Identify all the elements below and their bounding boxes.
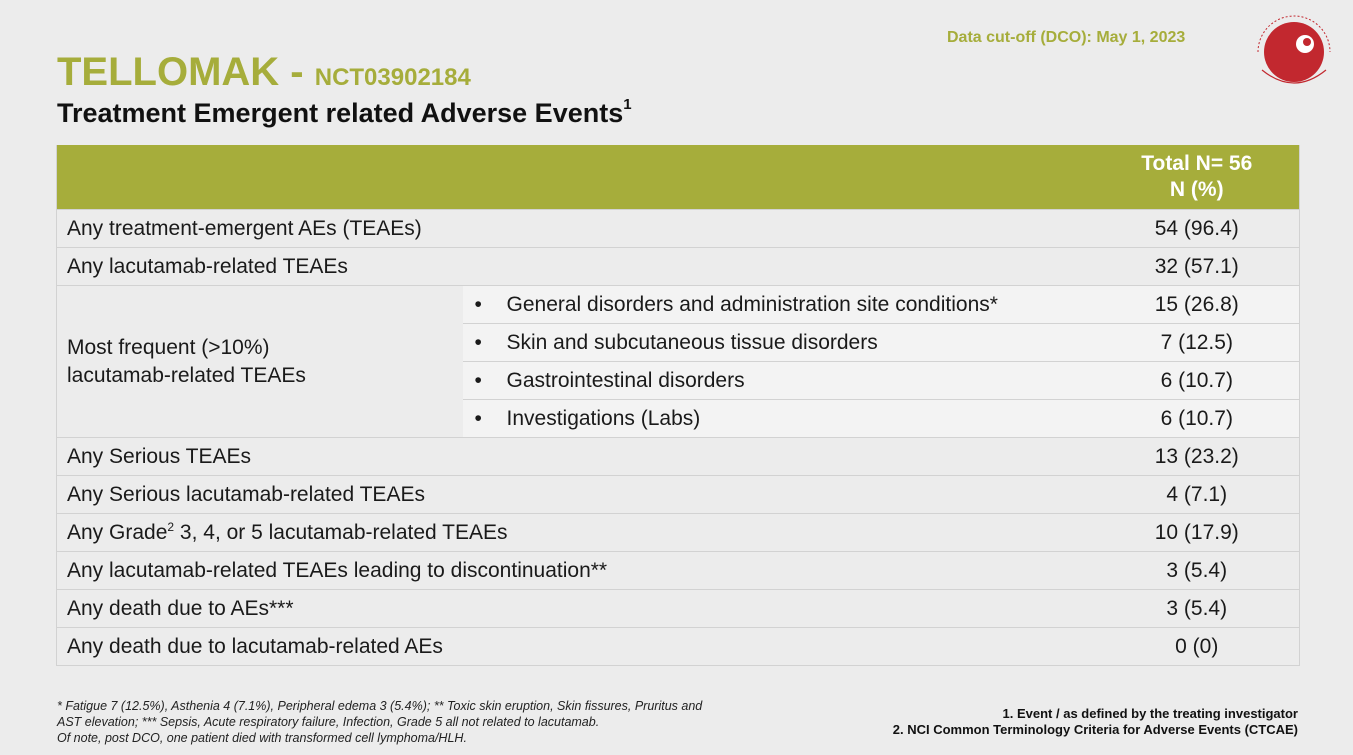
table-row (57, 590, 1300, 628)
header-empty-cell (57, 145, 1095, 210)
header-total-line2: N (%) (1169, 178, 1224, 201)
adverse-events-table (56, 145, 1300, 666)
grade-label-b: 3, 4, or 5 lacutamab-related TEAEs (174, 520, 508, 544)
subrow-text: Investigations (Labs) (506, 406, 701, 430)
row-label: Any Serious lacutamab-related TEAEs (57, 476, 1095, 514)
subrow-text: Skin and subcutaneous tissue disorders (506, 330, 878, 354)
reference-1: 1. Event / as defined by the treating investigator (1002, 706, 1298, 721)
table-row (57, 552, 1300, 590)
header-total-line1: Total N= 56 (1141, 152, 1253, 175)
footnote-line: * Fatigue 7 (12.5%), Asthenia 4 (7.1%), Peripheral edema 3 (5.4%); ** Toxic skin eruption, Skin fissures, Pruritus and (57, 699, 703, 713)
row-label (57, 514, 1095, 552)
table-row (57, 476, 1300, 514)
subrow-text: General disorders and administration site conditions* (506, 292, 998, 316)
footnote-line: Of note, post DCO, one patient died with transformed cell lymphoma/HLH. (57, 731, 467, 745)
trial-name: TELLOMAK - (57, 50, 315, 94)
trial-id: NCT03902184 (314, 64, 471, 91)
frequent-aes-label (57, 286, 463, 438)
row-value: 0 (0) (1095, 628, 1300, 666)
subtitle-footnote-mark: 1 (623, 96, 632, 113)
table-row (57, 514, 1300, 552)
header-total-cell (1095, 145, 1300, 210)
row-value: 15 (26.8) (1095, 286, 1300, 324)
table-row (57, 438, 1300, 476)
row-value: 13 (23.2) (1095, 438, 1300, 476)
row-label: Any death due to lacutamab-related AEs (57, 628, 1095, 666)
row-value: 32 (57.1) (1095, 248, 1300, 286)
bullet: • (474, 406, 482, 430)
subrow-label (463, 286, 1095, 324)
page-subtitle (57, 98, 632, 129)
row-value: 3 (5.4) (1095, 552, 1300, 590)
frequent-label-line1: Most frequent (>10%) (67, 335, 270, 359)
data-cutoff-label: Data cut-off (DCO): May 1, 2023 (947, 29, 1186, 46)
table-row (57, 210, 1300, 248)
row-label: Any lacutamab-related TEAEs (57, 248, 1095, 286)
footnotes-right (893, 706, 1298, 738)
row-value: 54 (96.4) (1095, 210, 1300, 248)
table-row (57, 286, 1300, 324)
row-label: Any lacutamab-related TEAEs leading to discontinuation** (57, 552, 1095, 590)
row-value: 6 (10.7) (1095, 400, 1300, 438)
subrow-label (463, 400, 1095, 438)
subrow-label (463, 362, 1095, 400)
row-value: 6 (10.7) (1095, 362, 1300, 400)
grade-footnote-mark: 2 (167, 519, 175, 534)
bullet: • (474, 368, 482, 392)
footnote-line: AST elevation; *** Sepsis, Acute respiratory failure, Infection, Grade 5 all not related to lacutamab. (57, 715, 600, 729)
bullet: • (474, 330, 482, 354)
row-value: 3 (5.4) (1095, 590, 1300, 628)
page-title (57, 50, 471, 95)
subrow-text: Gastrointestinal disorders (506, 368, 745, 392)
row-label: Any treatment-emergent AEs (TEAEs) (57, 210, 1095, 248)
subtitle-text: Treatment Emergent related Adverse Events (57, 98, 624, 128)
row-label: Any death due to AEs*** (57, 590, 1095, 628)
table-header-row (57, 145, 1300, 210)
table-row (57, 248, 1300, 286)
row-value: 4 (7.1) (1095, 476, 1300, 514)
ash-logo-icon (1248, 8, 1340, 96)
bullet: • (474, 292, 482, 316)
row-value: 10 (17.9) (1095, 514, 1300, 552)
subrow-label (463, 324, 1095, 362)
frequent-label-line2: lacutamab-related TEAEs (67, 363, 306, 387)
footnotes-left (57, 698, 817, 746)
row-label: Any Serious TEAEs (57, 438, 1095, 476)
grade-label-a: Any Grade (67, 520, 168, 544)
table-row (57, 628, 1300, 666)
row-value: 7 (12.5) (1095, 324, 1300, 362)
reference-2: 2. NCI Common Terminology Criteria for Adverse Events (CTCAE) (892, 722, 1298, 737)
